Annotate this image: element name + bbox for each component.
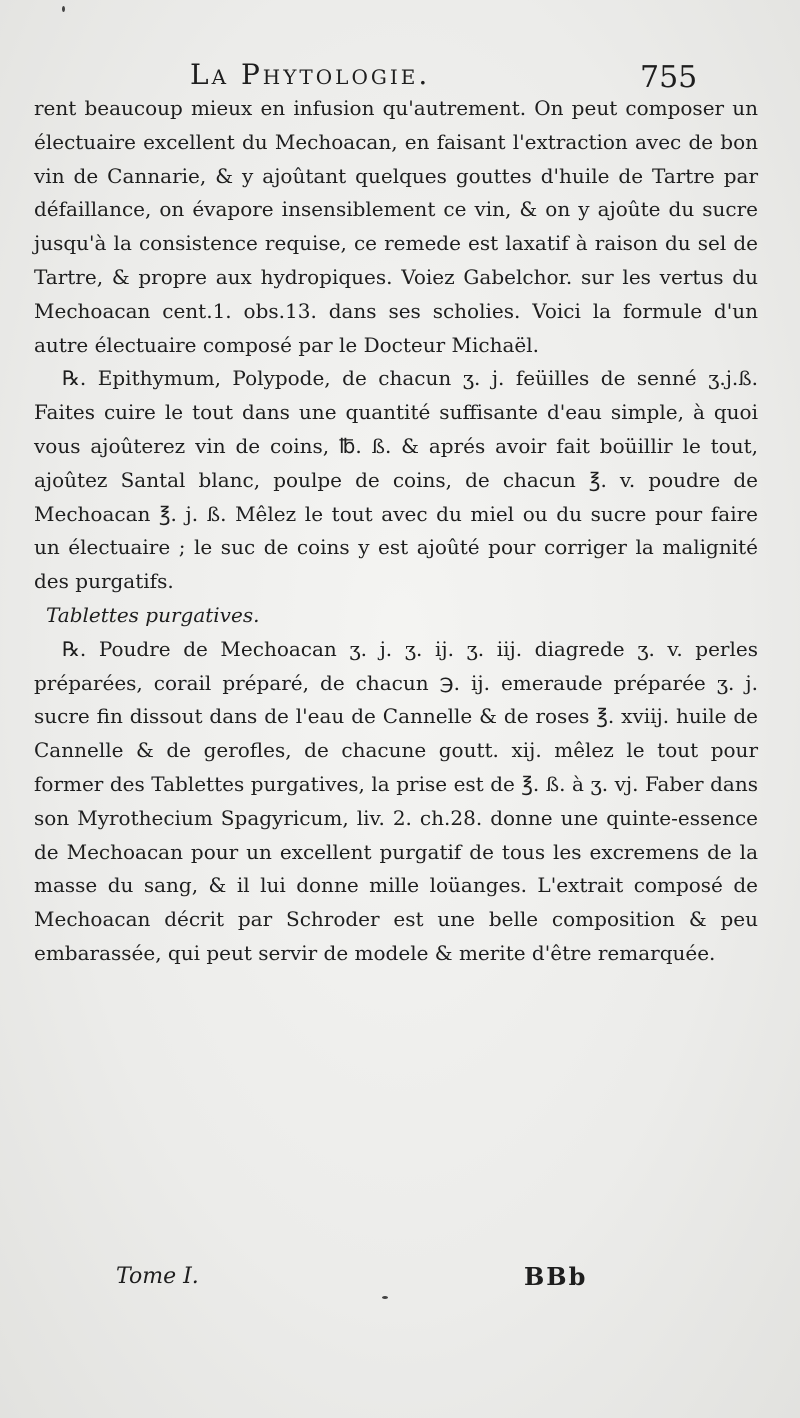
paragraph-tablettes-recipe: ℞. Poudre de Mechoacan ʒ. j. ʒ. ij. ʒ. iij. diagrede ʒ. v. perles préparées, corail préparé, de chacun ℈. ij. emeraude préparée ʒ. j. sucre fin dissout dans de l'eau de Cannelle & de roses ℥. xviij. huile de Cannelle & de gerofles, de chacune goutt. xij. mêlez le tout pour former des Tablettes purgatives, la prise est de ℥. ß. à ʒ. vj. Faber dans son Myrothecium Spagyricum, liv. 2. ch.28. donne une quinte-essence de Mechoacan pour un excellent purgatif de tous les excremens de la masse du sang, & il lui donne mille loüanges. L'extrait composé de Mechoacan décrit par Schroder est une belle composition & peu embarassée, qui peut servir de modele & merite d'être remarquée. bbox=[34, 636, 758, 965]
running-head-title: La Phytologie. bbox=[190, 58, 431, 91]
ink-speck-top bbox=[62, 6, 65, 12]
volume-label: Tome I. bbox=[116, 1264, 199, 1289]
signature-mark: BBb bbox=[524, 1262, 588, 1291]
body-text bbox=[34, 92, 758, 971]
page-number: 755 bbox=[640, 60, 698, 95]
paragraph-michael-electuary-recipe: ℞. Epithymum, Polypode, de chacun ʒ. j. feüilles de senné ʒ.j.ß. Faites cuire le tout dans une quantité suffisante d'eau simple, à quoi vous ajoûterez vin de coins, ℔. ß. & aprés avoir fait boüillir le tout, ajoûtez Santal blanc, poulpe de coins, de chacun ℥. v. poudre de Mechoacan ℥. j. ß. Mêlez le tout avec du miel ou du sucre pour faire un électuaire ; le suc de coins y est ajoûté pour corriger la malignité des purgatifs. bbox=[34, 366, 758, 594]
page-footer bbox=[0, 1262, 800, 1302]
ink-speck-bottom bbox=[382, 1296, 388, 1299]
section-heading-tablettes: Tablettes purgatives. bbox=[46, 602, 260, 627]
paragraph-continuation: rent beaucoup mieux en infusion qu'autrement. On peut composer un électuaire excellent du Mechoacan, en faisant l'extraction avec de bon vin de Cannarie, & y ajoûtant quelques gouttes d'huile de Tartre par défaillance, on évapore insensiblement ce vin, & on y ajoûte du sucre jusqu'à la consistence requise, ce remede est laxatif à raison du sel de Tartre, & propre aux hydropiques. Voiez Gabelchor. sur les vertus du Mechoacan cent.1. obs.13. dans ses scholies. Voici la formule d'un autre électuaire composé par le Docteur Michaël. bbox=[34, 96, 758, 357]
